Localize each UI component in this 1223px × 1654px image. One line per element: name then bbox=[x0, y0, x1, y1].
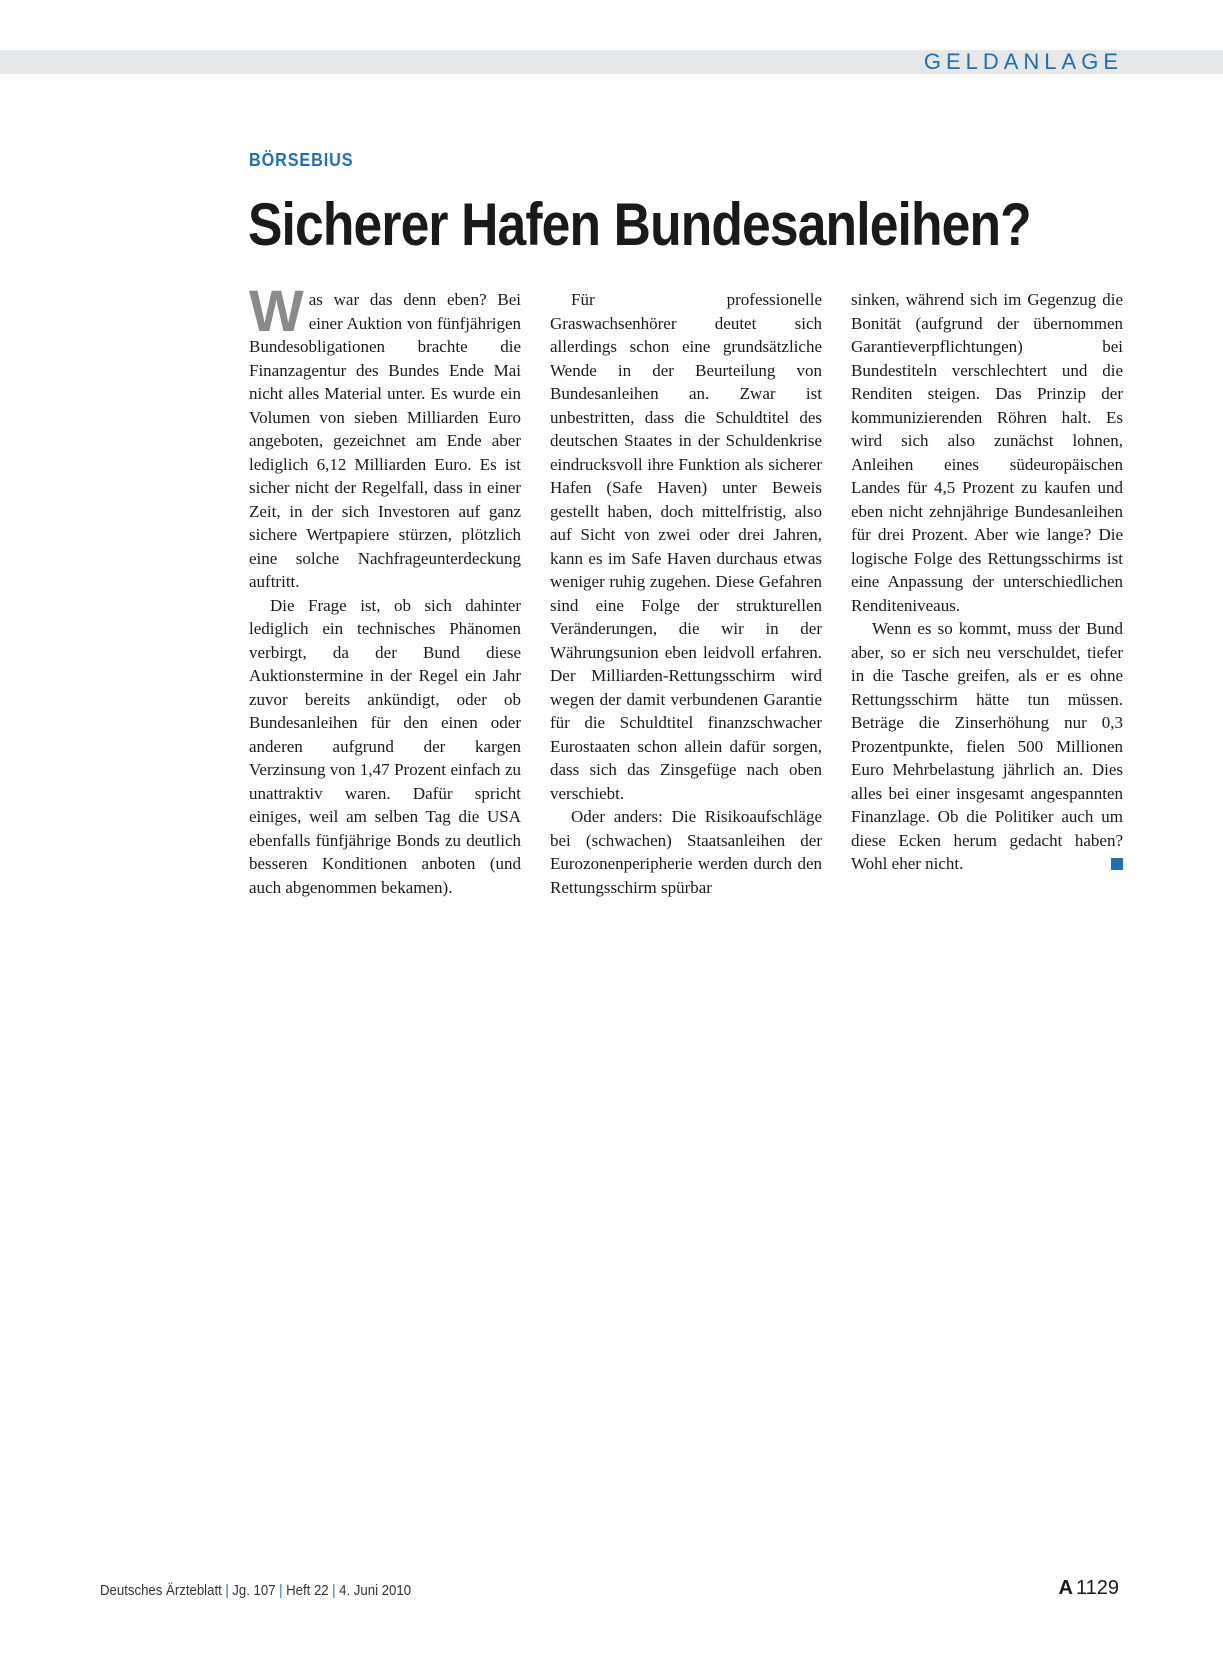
volume: Jg. 107 bbox=[232, 1582, 276, 1599]
article-headline: Sicherer Hafen Bundesanleihen? bbox=[248, 191, 1031, 258]
paragraph: Für professionelle Graswachsenhörer deutet sich allerdings schon eine grundsätzliche Wende in der Beurteilung von Bundesanleihen an. Zwar ist unbestritten, dass die Schuldtitel des deutschen Staates in der Schuldenkrise eindrucksvoll ihre Funktion als sicherer Hafen (Safe Haven) unter Beweis gestellt haben, doch mittelfristig, also auf Sicht von zwei oder drei Jahren, kann es im Safe Haven durchaus etwas weniger ruhig zugehen. Diese Gefahren sind eine Folge der strukturellen Veränderungen, die wir in der Währungsunion eben leidvoll erfahren. Der Milliarden-Rettungsschirm wird wegen der damit verbundenen Garantie für die Schuldtitel finanzschwacher Eurostaaten schon allein dafür sorgen, dass sich das Zinsgefüge nach oben verschiebt. bbox=[550, 290, 822, 803]
issue-date: 4. Juni 2010 bbox=[339, 1582, 412, 1599]
column-3 bbox=[851, 288, 1123, 908]
paragraph: Oder anders: Die Risikoaufschläge bei (schwachen) Staatsanleihen der Eurozonenperipherie werden durch den Rettungsschirm spürbar bbox=[550, 807, 822, 897]
paragraph: sinken, während sich im Gegenzug die Bonität (aufgrund der übernommen Garantieverpflichtungen) bei Bundestiteln verschlechtert und die Renditen steigen. Das Prinzip der kommunizierenden Röhren halt. Es wird sich also zunächst lohnen, Anleihen eines südeuropäischen Landes für 4,5 Prozent zu kaufen und eben nicht zehnjährige Bundesanleihen für drei Prozent. Aber wie lange? Die logische Folge des Rettungsschirms ist eine Anpassung der unterschiedlichen Renditeniveaus. bbox=[851, 290, 1123, 615]
journal-name: Deutsches Ärzteblatt bbox=[100, 1582, 222, 1599]
page-prefix: A bbox=[1058, 1577, 1073, 1599]
separator-icon: | bbox=[332, 1582, 336, 1599]
drop-cap: W bbox=[249, 279, 304, 344]
page-number-value: 1129 bbox=[1075, 1577, 1119, 1599]
section-label: GELDANLAGE bbox=[923, 49, 1123, 74]
issue: Heft 22 bbox=[286, 1582, 329, 1599]
column-2 bbox=[550, 288, 822, 908]
separator-icon: | bbox=[279, 1582, 283, 1599]
column-1 bbox=[249, 279, 521, 908]
paragraph-text: as war das denn eben? Bei einer Auktion von fünfjährigen Bundesobligationen brachte die Finanzagentur des Bundes Ende Mai nicht alles Material unter. Es wurde ein Volumen von sieben Milliarden Euro angeboten, gezeichnet am Ende aber lediglich 6,12 Milliarden Euro. Es ist sicher nicht der Regelfall, dass in einer Zeit, in der sich Investoren auf ganz sichere Wertpapiere stürzen, plötzlich eine solche Nachfrageunterdeckung auftritt. bbox=[249, 290, 521, 591]
article-kicker: BÖRSEBIUS bbox=[249, 150, 354, 170]
paragraph-text: Wenn es so kommt, muss der Bund aber, so er sich neu verschuldet, tiefer in die Tasche greifen, als er es ohne Rettungsschirm hätte tun müssen. Beträge die Zinserhöhung nur 0,3 Prozentpunkte, fielen 500 Millionen Euro Mehrbelastung jährlich an. Dies alles bei einer insgesamt angespannten Finanzlage. Ob die Politiker auch um diese Ecken herum gedacht haben? Wohl eher nicht. bbox=[851, 619, 1123, 873]
article-body bbox=[249, 279, 1123, 908]
footer-citation bbox=[100, 1582, 411, 1599]
paragraph bbox=[851, 617, 1123, 876]
end-mark-icon bbox=[1111, 858, 1123, 870]
page-number bbox=[1059, 1577, 1119, 1600]
separator-icon: | bbox=[225, 1582, 229, 1599]
paragraph: Die Frage ist, ob sich dahinter lediglich ein technisches Phänomen verbirgt, da der Bund diese Auktionstermine in der Regel ein Jahr zuvor bereits ankündigt, oder ob Bundesanleihen für den einen oder anderen aufgrund der kargen Verzinsung von 1,47 Prozent einfach zu unattraktiv waren. Dafür spricht einiges, weil am selben Tag die USA ebenfalls fünfjährige Bonds zu deutlich besseren Konditionen anboten (und auch abgenommen bekamen). bbox=[249, 595, 521, 897]
paragraph bbox=[249, 279, 521, 594]
